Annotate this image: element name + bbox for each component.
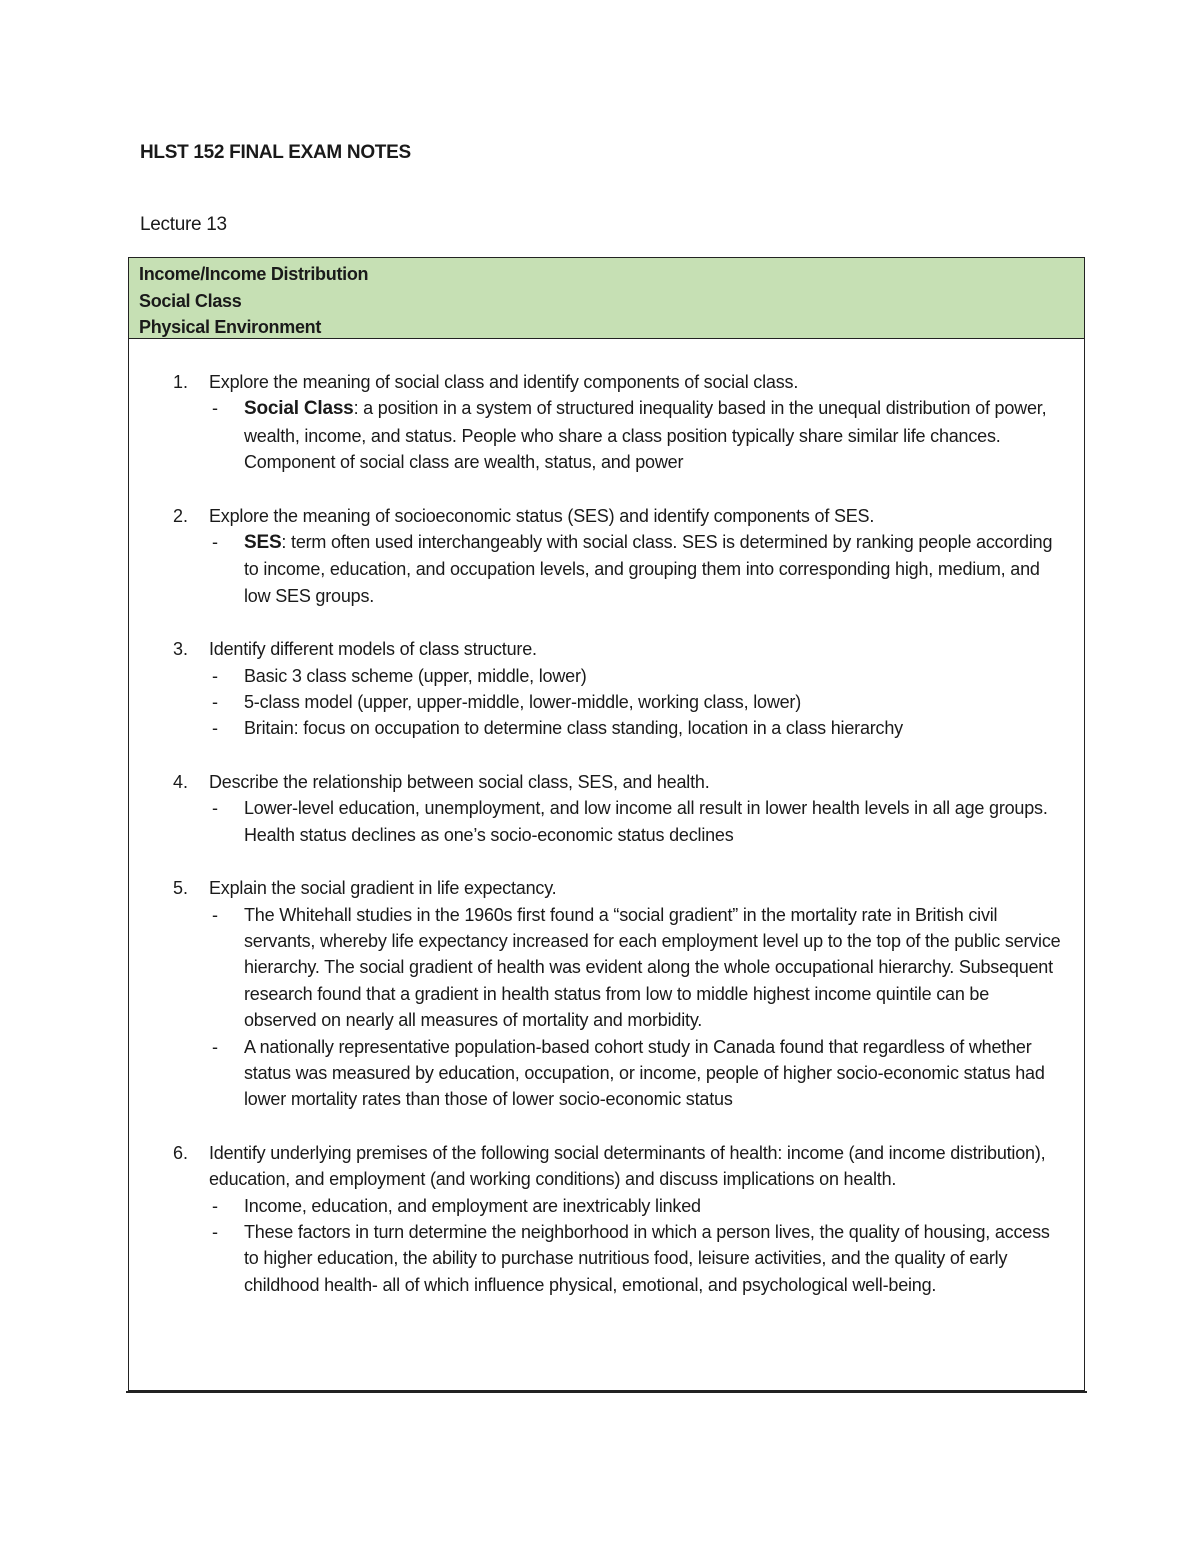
bullet-text: 5-class model (upper, upper-middle, lower-middle, working class, lower) — [244, 692, 802, 713]
bullet-item — [209, 902, 1064, 1034]
key-term: Social Class — [244, 398, 354, 420]
dash-marker: - — [212, 904, 218, 925]
objective-number: 5. — [173, 878, 189, 899]
objective-number: 3. — [173, 639, 189, 660]
objective-number: 1. — [173, 372, 189, 392]
bullet-item — [209, 1193, 1064, 1219]
objective-item — [129, 875, 1064, 1113]
bullet-item — [209, 529, 1064, 609]
objective-item — [129, 769, 1064, 848]
dash-marker: - — [212, 532, 218, 553]
dash-marker: - — [212, 798, 218, 819]
notes-table — [128, 257, 1085, 1391]
dash-marker: - — [212, 1221, 218, 1242]
header-topic: Social Class — [139, 290, 242, 311]
header-topic: Physical Environment — [139, 317, 322, 337]
bullet-text: Basic 3 class scheme (upper, middle, lower) — [244, 665, 587, 686]
key-term: SES — [244, 532, 282, 554]
bullet-text: : a position in a system of structured inequality based in the unequal distribution of power, wealth, income, and status. People who share a class position typically share similar life chances. Component of social class are wealth, status, and power — [244, 398, 1047, 473]
document-title: HLST 152 FINAL EXAM NOTES — [140, 142, 411, 163]
objective-text: Explain the social gradient in life expectancy. — [209, 878, 557, 899]
bullet-item — [209, 663, 1064, 689]
dash-marker: - — [212, 665, 218, 686]
bullet-text: A nationally representative population-based cohort study in Canada found that regardless of whether status was measured by education, occupation, or income, people of higher socio-economic status had lower mortality rates than those of lower socio-economic status — [244, 1036, 1045, 1110]
bullet-item — [209, 395, 1064, 475]
dash-marker: - — [212, 398, 218, 419]
objective-text: Identify different models of class structure. — [209, 639, 537, 660]
objective-item — [129, 636, 1064, 742]
bullet-text: Britain: focus on occupation to determine class standing, location in a class hierarchy — [244, 718, 903, 739]
objective-text: Explore the meaning of socioeconomic status (SES) and identify components of SES. — [209, 505, 875, 526]
objective-number: 2. — [173, 505, 189, 526]
header-topic: Income/Income Distribution — [139, 264, 369, 284]
bullet-text: Income, education, and employment are inextricably linked — [244, 1195, 701, 1216]
dash-marker: - — [212, 1036, 218, 1057]
bullet-text: : term often used interchangeably with social class. SES is determined by ranking people according to income, education, and occupation levels, and grouping them into corresponding high, medium, and low SES groups. — [244, 532, 1053, 606]
dash-marker: - — [212, 1195, 218, 1216]
objective-number: 4. — [173, 771, 189, 792]
objective-text: Identify underlying premises of the following social determinants of health: income (and income distribution), education, and employment (and working conditions) and discuss implications on health. — [209, 1142, 1046, 1190]
bullet-item — [209, 1034, 1064, 1113]
objective-text: Describe the relationship between social class, SES, and health. — [209, 771, 710, 792]
bullet-text: The Whitehall studies in the 1960s first found a “social gradient” in the mortality rate in British civil servants, whereby life expectancy increased for each employment level up to the top of the public service hierarchy. The social gradient of health was evident along the whole occupational hierarchy. Subsequent research found that a gradient in health status from low to middle highest income quintile can be observed on nearly all measures of mortality and morbidity. — [244, 904, 1061, 1031]
objective-text: Explore the meaning of social class and identify components of social class. — [209, 372, 799, 392]
table-bottom-rule — [126, 1391, 1087, 1393]
table-body — [129, 339, 1084, 1298]
bullet-item — [209, 715, 1064, 741]
objective-item — [129, 369, 1064, 476]
dash-marker: - — [212, 692, 218, 713]
objective-number: 6. — [173, 1142, 189, 1163]
bullet-text: Lower-level education, unemployment, and low income all result in lower health levels in all age groups. Health status declines as one’s socio-economic status declines — [244, 798, 1048, 845]
lecture-heading: Lecture 13 — [140, 214, 227, 235]
objective-item — [129, 503, 1064, 610]
objective-item — [129, 1140, 1064, 1298]
bullet-text: These factors in turn determine the neighborhood in which a person lives, the quality of housing, access to higher education, the ability to purchase nutritious food, leisure activities, and the quality of early childhood health- all of which influence physical, emotional, and psychological well-being. — [244, 1221, 1050, 1295]
table-header — [129, 258, 1084, 339]
dash-marker: - — [212, 718, 218, 739]
bullet-item — [209, 689, 1064, 715]
bullet-item — [209, 795, 1064, 848]
bullet-item — [209, 1219, 1064, 1298]
